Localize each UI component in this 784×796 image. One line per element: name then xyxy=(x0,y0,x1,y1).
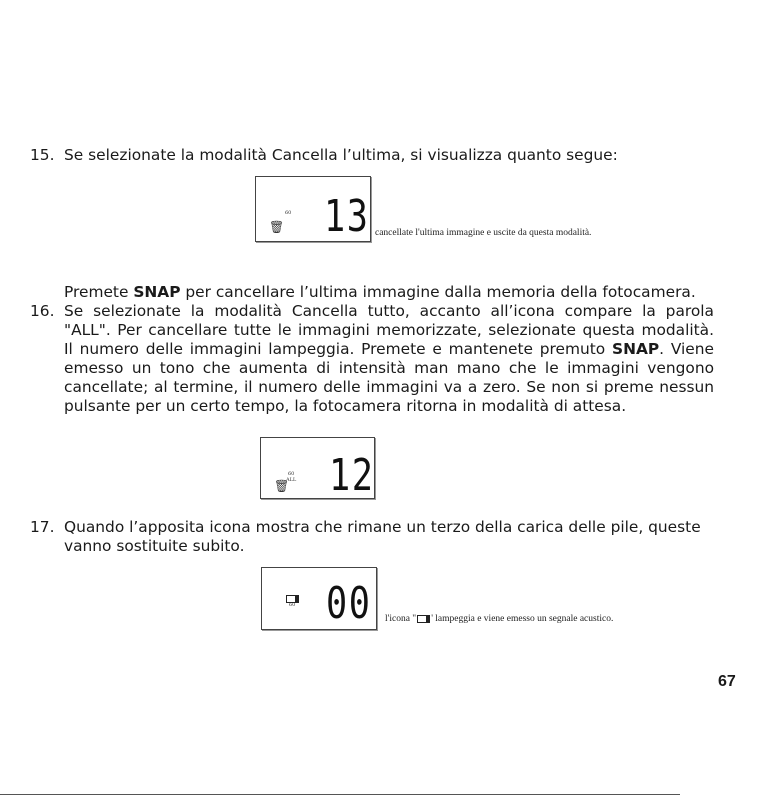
snap-key-label: SNAP xyxy=(133,283,181,301)
lcd-small-label: 60 xyxy=(288,471,295,477)
trash-icon: 🗑 xyxy=(274,479,290,493)
lcd-display-battery xyxy=(261,567,377,630)
item-16-line-3: Il numero delle immagini lampeggia. Premete e mantenete premuto SNAP. Viene xyxy=(64,340,714,358)
lcd-all-label: ALL xyxy=(286,477,297,483)
lcd-display-delete-all xyxy=(260,437,375,499)
item-17-line-1: Quando l’apposita icona mostra che rimane un terzo della carica delle pile, queste xyxy=(64,518,701,536)
item-16-line-1: Se selezionate la modalità Cancella tutto, accanto all’icona compare la parola xyxy=(64,302,714,320)
page-number: 67 xyxy=(718,673,736,690)
item-15-text: Se selezionate la modalità Cancella l’ultima, si visualizza quanto segue: xyxy=(64,146,618,164)
lcd-small-label: 60 xyxy=(285,210,292,216)
lcd-caption: l'icona " ' lampeggia e viene emesso un segnale acustico. xyxy=(385,614,614,624)
item-16-line-2: "ALL". Per cancellare tutte le immagini memorizzate, selezionate questa modalità. xyxy=(64,321,714,339)
item-17-line-2: vanno sostituite subito. xyxy=(64,537,245,555)
item-16-line-6: pulsante per un certo tempo, la fotocamera ritorna in modalità di attesa. xyxy=(64,397,627,415)
item-16-line-5: cancellate; al termine, il numero delle immagini va a zero. Se non si preme nessun xyxy=(64,378,714,396)
trash-icon: 🗑 xyxy=(269,220,285,234)
footer-rule xyxy=(0,794,680,795)
item-15-number: 15. xyxy=(30,146,55,164)
lcd-digits: 00 xyxy=(326,578,372,629)
lcd-digits: 12 xyxy=(329,450,375,501)
item-16-line-4: emesso un tono che aumenta di intensità man mano che le immagini vengono xyxy=(64,359,714,377)
lcd-display-delete-last xyxy=(255,176,371,242)
battery-icon xyxy=(417,615,430,623)
item-17-number: 17. xyxy=(30,518,55,536)
lcd-caption: cancellate l'ultima immagine e uscite da questa modalità. xyxy=(375,228,592,238)
item-16-number: 16. xyxy=(30,302,55,320)
lcd-digits: 13 xyxy=(324,191,370,242)
snap-key-label: SNAP xyxy=(612,340,660,358)
item-15-followup: Premete SNAP per cancellare l’ultima immagine dalla memoria della fotocamera. xyxy=(64,283,696,301)
lcd-small-label: 60 xyxy=(289,602,296,608)
